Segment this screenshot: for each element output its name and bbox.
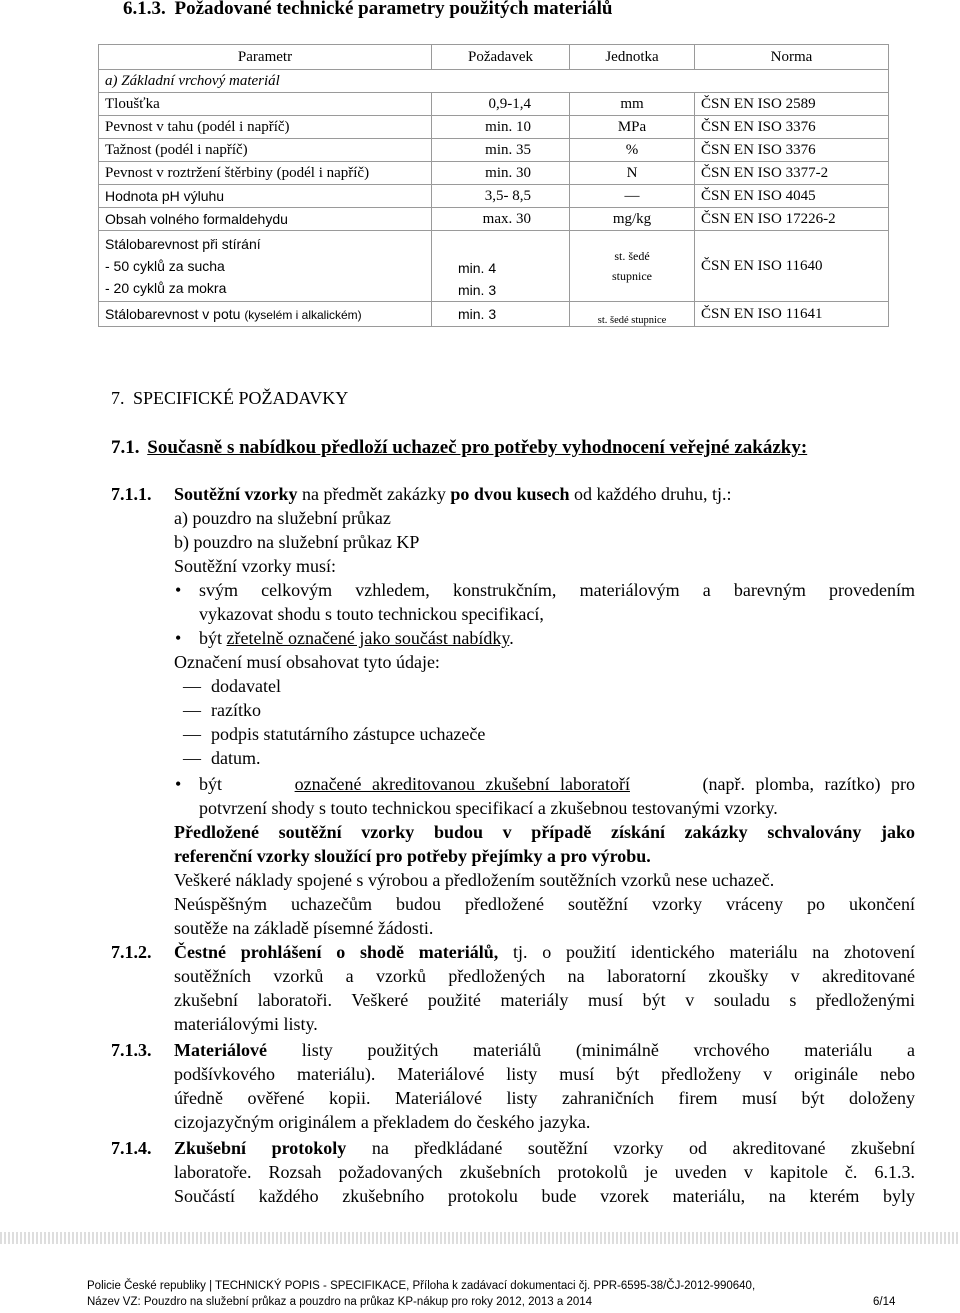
footer-line1: Policie České republiky | TECHNICKÝ POPIS - SPECIFIKACE, Příloha k zadávací dokumentaci čj. PPR-6595-38/ČJ-2012-990640, [87, 1280, 756, 1292]
cell-norm: ČSN EN ISO 3376 [695, 139, 889, 162]
bold-paragraph-line2: referenční vzorky sloužící pro potřeby přejímky a pro výrobu. [174, 846, 651, 866]
material-sheets-bold: Materiálové [174, 1040, 267, 1060]
dash-icon: — [183, 700, 201, 720]
dash-icon: — [183, 748, 201, 768]
sweat-param-small: (kyselém i alkalickém) [244, 308, 362, 322]
cell-param [99, 231, 432, 302]
cell-param [99, 302, 432, 327]
section-title: Požadované technické parametry použitých materiálů [174, 0, 613, 19]
item-712-line2: soutěžních vzorků a vzorků předložených na laboratorní zkoušky v akreditované [174, 966, 915, 986]
table-row [99, 116, 889, 139]
subsection-number: 7.1. [111, 437, 140, 458]
item-711-line1 [174, 484, 731, 505]
bullet-3-pre: být [199, 774, 223, 794]
subsection-title: Současně s nabídkou předloží uchazeč pro potřeby vyhodnocení veřejné zakázky: [147, 437, 808, 458]
item-a: a) pouzdro na služební průkaz [174, 508, 391, 528]
item-713-line3: úředně ověřené kopii. Materiálové listy zahraničních firem musí být doloženy [174, 1088, 915, 1108]
bullet-icon: • [175, 628, 182, 648]
dash-item: datum. [211, 748, 261, 768]
cell-req: 0,9-1,4 [432, 93, 570, 116]
item-number-714: 7.1.4. [111, 1138, 152, 1158]
item-713-line1 [174, 1040, 915, 1061]
header-parametr: Parametr [99, 45, 432, 70]
cell-param: Tažnost (podél i napříč) [99, 139, 432, 162]
declaration-rest: tj. o použití identického materiálu na zhotovení [498, 942, 915, 962]
cell-norm: ČSN EN ISO 11640 [695, 231, 889, 302]
rub-req-dry: min. 4 [458, 260, 497, 276]
bullet-2-pre: být [199, 628, 227, 648]
item-714-line1 [174, 1138, 915, 1159]
chapter-heading [111, 388, 348, 409]
bullet-3-post: (např. plomba, razítko) pro [702, 774, 915, 794]
bullet-1-line1: svým celkovým vzhledem, konstrukčním, materiálovým a barevným provedením [199, 580, 915, 600]
chapter-number: 7. [111, 388, 125, 408]
dash-icon: — [183, 676, 201, 696]
cell-param: Hodnota pH výluhu [99, 185, 432, 208]
cell-unit: % [570, 139, 695, 162]
rub-dry: - 50 cyklů za sucha [105, 258, 225, 274]
item-713-line4: cizojazyčným originálem a překladem do českého jazyka. [174, 1112, 591, 1132]
subsection-7-1 [111, 437, 807, 459]
dash-item: podpis statutárního zástupce uchazeče [211, 724, 486, 744]
item-712-line1 [174, 942, 915, 963]
cell-unit: N [570, 162, 695, 185]
test-protocols-rest: na předkládané soutěžní vzorky od akreditované zkušební [346, 1138, 915, 1158]
item-number-713: 7.1.3. [111, 1040, 152, 1060]
bold-samples: Soutěžní vzorky [174, 484, 298, 504]
table-row [99, 139, 889, 162]
material-sheets-rest: listy použitých materiálů (minimálně vrchového materiálu a [266, 1040, 915, 1060]
section-label: a) Základní vrchový materiál [99, 70, 889, 93]
declaration-bold: Čestné prohlášení o shodě materiálů, [174, 942, 499, 962]
cell-norm: ČSN EN ISO 3376 [695, 116, 889, 139]
table-row-rub [99, 231, 889, 302]
table-row [99, 162, 889, 185]
table-row [99, 208, 889, 231]
section-number: 6.1.3. [123, 0, 166, 19]
cell-norm: ČSN EN ISO 2589 [695, 93, 889, 116]
cell-req: min. 30 [432, 162, 570, 185]
dash-item: razítko [211, 700, 261, 720]
header-pozadavek: Požadavek [432, 45, 570, 70]
item-number-712: 7.1.2. [111, 942, 152, 962]
cell-req [432, 231, 570, 302]
chapter-title: SPECIFICKÉ POŽADAVKY [133, 388, 349, 408]
cell-unit: mg/kg [570, 208, 695, 231]
header-norma: Norma [695, 45, 889, 70]
text-each-type: od každého druhu, tj.: [569, 484, 732, 504]
cell-norm: ČSN EN ISO 3377-2 [695, 162, 889, 185]
costs-paragraph: Veškeré náklady spojené s výrobou a předložením soutěžních vzorků nese uchazeč. [174, 870, 775, 890]
item-b: b) pouzdro na služební průkaz KP [174, 532, 420, 552]
cell-param: Tloušťka [99, 93, 432, 116]
rub-wet: - 20 cyklů za mokra [105, 280, 227, 296]
cell-unit [570, 231, 695, 302]
rub-unit-line2: stupnice [612, 269, 652, 283]
cell-req: min. 3 [432, 302, 570, 327]
bold-paragraph-line1: Předložené soutěžní vzorky budou v případě získání zakázky schvalovány jako [174, 822, 915, 842]
cell-norm: ČSN EN ISO 4045 [695, 185, 889, 208]
cell-unit: — [570, 185, 695, 208]
table-row-sweat [99, 302, 889, 327]
bullet-1-line2: vykazovat shodu s touto technickou specifikací, [199, 604, 544, 624]
bullet-3-line2: potvrzení shody s touto technickou specifikací a zkušebnou testovanými vzorky. [199, 798, 778, 818]
rub-req-wet: min. 3 [458, 282, 497, 298]
bold-two-pieces: po dvou kusech [450, 484, 570, 504]
bullet-3-underlined: označené akreditovanou zkušební laboratoří [294, 774, 630, 794]
bullet-icon: • [175, 774, 182, 794]
dash-item: dodavatel [211, 676, 281, 696]
bullet-2-post: . [509, 628, 514, 648]
table-section-row [99, 70, 889, 93]
cell-unit: st. šedé stupnice [570, 302, 695, 327]
cell-param: Obsah volného formaldehydu [99, 208, 432, 231]
table-row [99, 185, 889, 208]
item-712-line4: materiálovými listy. [174, 1014, 318, 1034]
cell-unit: MPa [570, 116, 695, 139]
section-heading [123, 0, 612, 20]
bullet-2 [199, 628, 514, 649]
text-subject: na předmět zakázky [297, 484, 451, 504]
parameters-table [98, 44, 889, 327]
marking-intro: Označení musí obsahovat tyto údaje: [174, 652, 440, 672]
must-intro: Soutěžní vzorky musí: [174, 556, 336, 576]
cell-norm: ČSN EN ISO 11641 [695, 302, 889, 327]
cell-req: min. 10 [432, 116, 570, 139]
table-header-row [99, 45, 889, 70]
header-jednotka: Jednotka [570, 45, 695, 70]
item-714-line2: laboratoře. Rozsah požadovaných zkušebních protokolů je uveden v kapitole č. 6.1.3. [174, 1162, 915, 1182]
dash-icon: — [183, 724, 201, 744]
cell-param: Pevnost v tahu (podél i napříč) [99, 116, 432, 139]
page-number: 6/14 [873, 1296, 896, 1308]
cell-req: min. 35 [432, 139, 570, 162]
rub-unit-line1: st. šedé [614, 249, 650, 263]
item-713-line2: podšívkového materiálu). Materiálové listy musí být předloženy v originále nebo [174, 1064, 915, 1084]
unsuccessful-line1: Neúspěšným uchazečům budou předložené soutěžní vzorky vráceny po ukončení [174, 894, 915, 914]
page-divider [0, 1232, 960, 1244]
test-protocols-bold: Zkušební protokoly [174, 1138, 347, 1158]
unsuccessful-line2: soutěže na základě písemné žádosti. [174, 918, 434, 938]
item-number-711: 7.1.1. [111, 484, 152, 504]
cell-norm: ČSN EN ISO 17226-2 [695, 208, 889, 231]
footer-line2: Název VZ: Pouzdro na služební průkaz a pouzdro na průkaz KP-nákup pro roky 2012, 2013 a 2014 [87, 1296, 593, 1308]
cell-unit: mm [570, 93, 695, 116]
bullet-3-line1 [199, 774, 915, 795]
cell-param: Pevnost v roztržení štěrbiny (podél i napříč) [99, 162, 432, 185]
table-row [99, 93, 889, 116]
bullet-2-underlined: zřetelně označené jako součást nabídky [226, 628, 510, 648]
cell-req: max. 30 [432, 208, 570, 231]
cell-req: 3,5- 8,5 [432, 185, 570, 208]
bullet-icon: • [175, 580, 182, 600]
sweat-param-main: Stálobarevnost v potu [105, 306, 241, 322]
item-712-line3: zkušební laboratoři. Veškeré použité materiály musí být v souladu s předloženými [174, 990, 915, 1010]
item-714-line3: Součástí každého zkušebního protokolu bude vzorek materiálu, na kterém byly [174, 1186, 915, 1206]
rub-title: Stálobarevnost při stírání [105, 236, 261, 252]
